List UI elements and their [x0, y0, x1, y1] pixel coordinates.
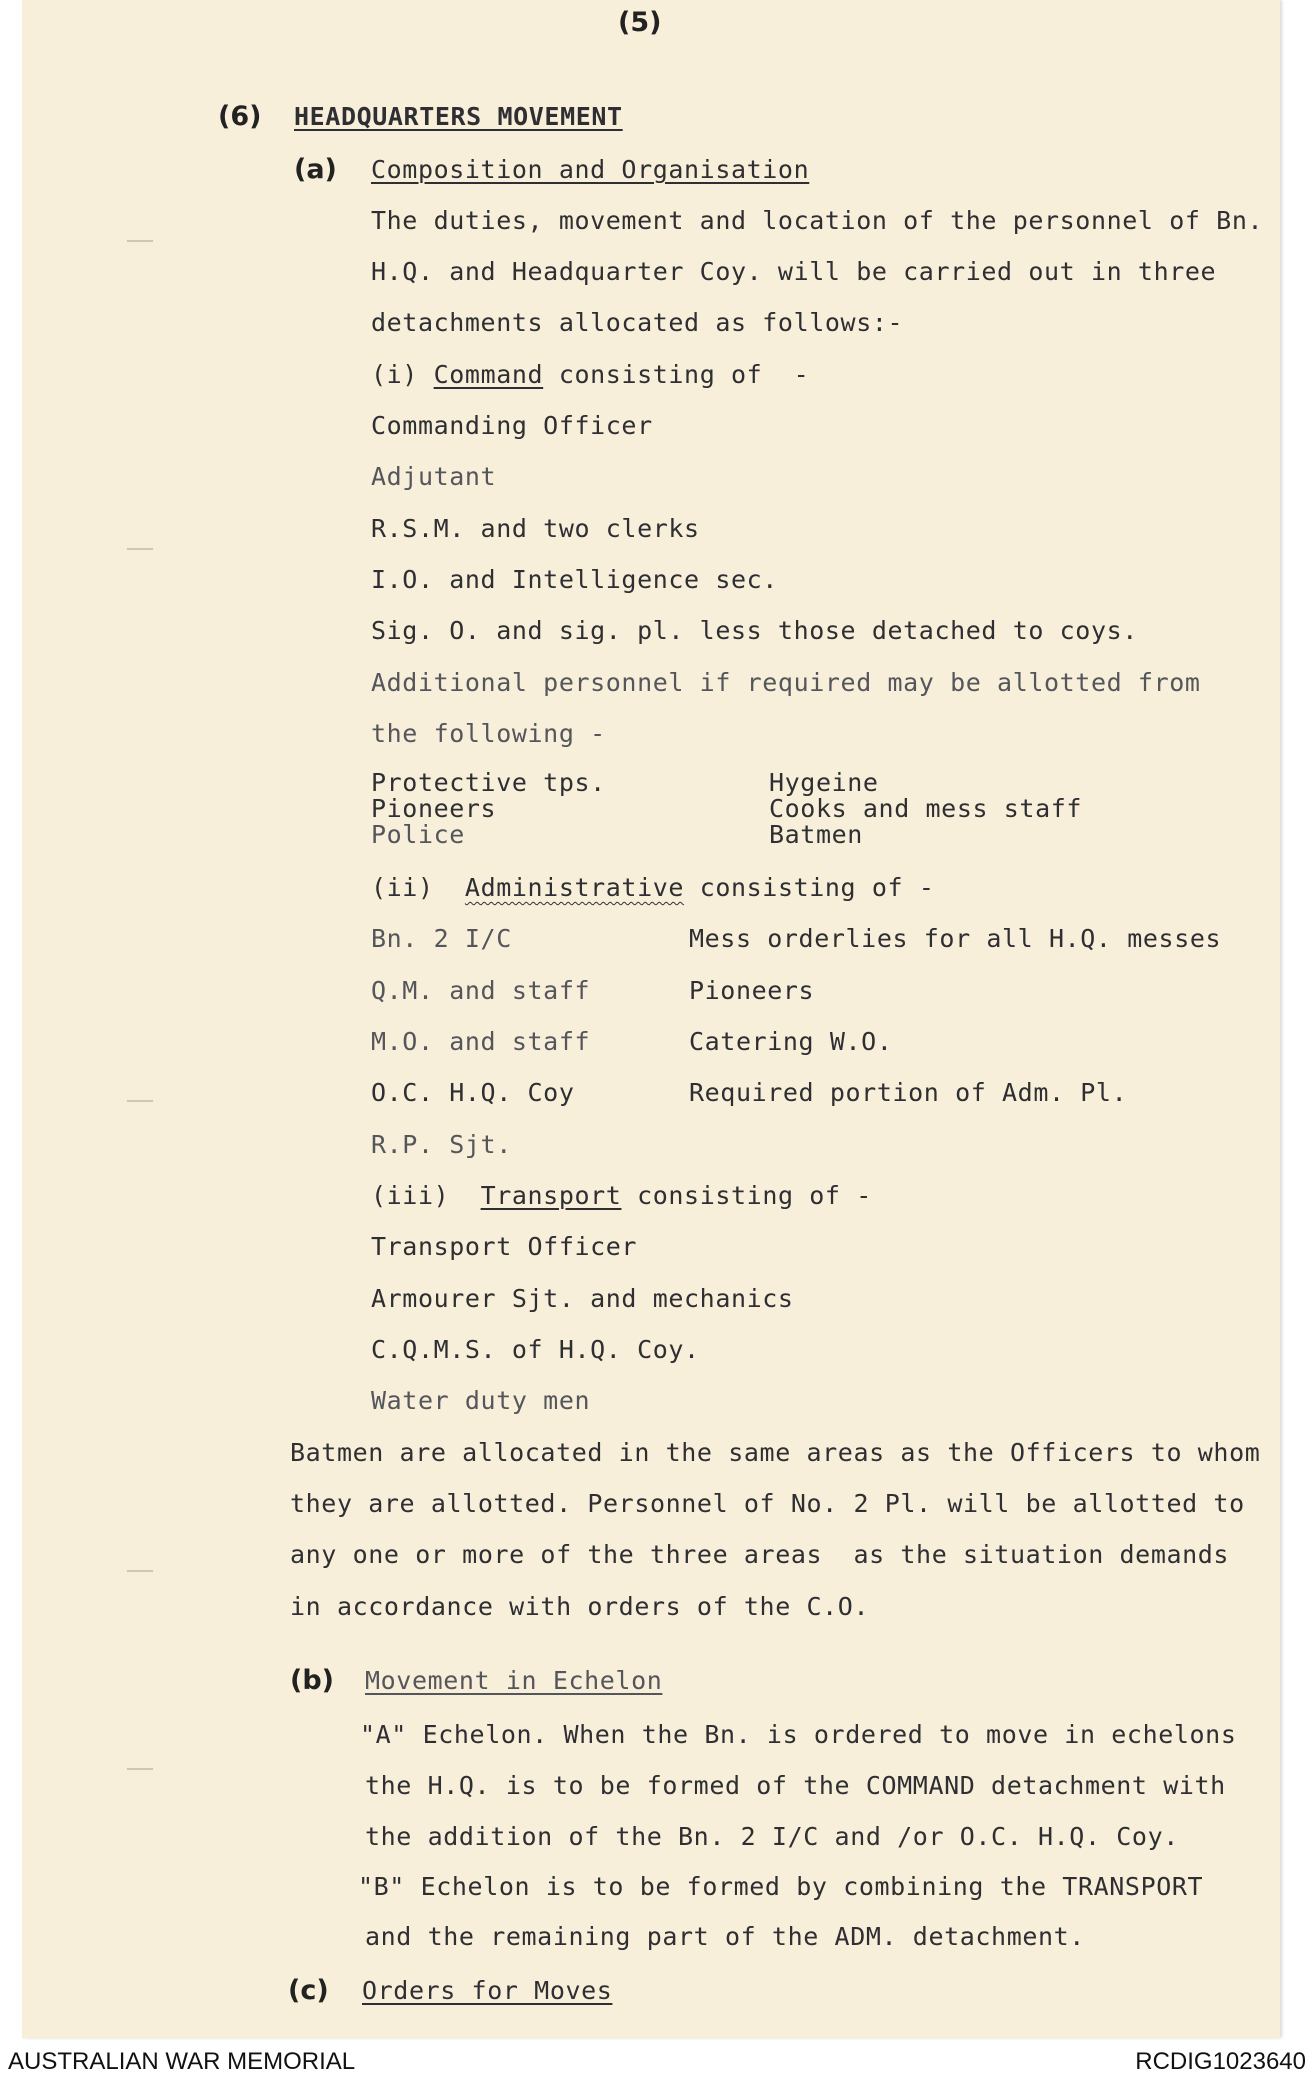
command-title: Command	[433, 360, 544, 389]
intro-line: The duties, movement and location of the personnel of Bn.	[371, 206, 1264, 235]
margin-mark	[127, 548, 153, 550]
echelon-line: the H.Q. is to be formed of the COMMAND detachment with	[365, 1771, 1226, 1800]
administrative-title: Administrative	[464, 873, 685, 902]
page-number: (5)	[618, 7, 662, 38]
command-label: (i)	[371, 360, 418, 389]
admin-right-item: Mess orderlies for all H.Q. messes	[689, 924, 1222, 953]
intro-line: detachments allocated as follows:-	[371, 308, 904, 337]
closing-line: Batmen are allocated in the same areas as the Officers to whom	[290, 1438, 1261, 1467]
transport-item: Water duty men	[371, 1386, 591, 1415]
transport-item: Transport Officer	[371, 1232, 638, 1261]
transport-title: Transport	[480, 1181, 622, 1210]
administrative-label: (ii)	[371, 873, 434, 902]
administrative-heading	[371, 873, 934, 903]
transport-item: C.Q.M.S. of H.Q. Coy.	[371, 1335, 700, 1364]
section-heading: HEADQUARTERS MOVEMENT	[294, 102, 623, 131]
margin-mark	[127, 1570, 153, 1572]
staff-list-item: Batmen	[769, 820, 863, 849]
echelon-line: and the remaining part of the ADM. detachment.	[365, 1922, 1085, 1951]
footer-institution: AUSTRALIAN WAR MEMORIAL	[8, 2048, 356, 2075]
command-rest: consisting of -	[543, 360, 810, 389]
echelon-line: "B" Echelon is to be formed by combining the TRANSPORT	[358, 1872, 1204, 1901]
admin-right-item: Pioneers	[689, 976, 815, 1005]
subsection-b-label: (b)	[290, 1665, 335, 1696]
margin-mark	[127, 1768, 153, 1770]
admin-left-item: R.P. Sjt.	[371, 1130, 512, 1159]
margin-mark	[127, 240, 153, 242]
transport-rest: consisting of -	[621, 1181, 872, 1210]
staff-list-item: Cooks and mess staff	[769, 794, 1083, 823]
closing-line: any one or more of the three areas as the situation demands	[290, 1540, 1230, 1569]
protective-list-item: Pioneers	[371, 794, 497, 823]
closing-line: in accordance with orders of the C.O.	[290, 1592, 870, 1621]
transport-heading	[371, 1181, 872, 1211]
protective-list-item: Protective tps.	[371, 768, 606, 797]
administrative-rest: consisting of -	[684, 873, 935, 902]
transport-label: (iii)	[371, 1181, 450, 1210]
admin-left-item: O.C. H.Q. Coy	[371, 1078, 575, 1107]
subsection-c-label: (c)	[288, 1975, 329, 2006]
footer-record-id: RCDIG1023640	[1135, 2048, 1306, 2075]
command-item: Adjutant	[371, 462, 497, 491]
margin-mark	[127, 1100, 153, 1102]
admin-right-item: Required portion of Adm. Pl.	[689, 1078, 1128, 1107]
admin-right-item: Catering W.O.	[689, 1027, 893, 1056]
command-item: Sig. O. and sig. pl. less those detached to coys.	[371, 616, 1138, 645]
additional-line: the following -	[371, 719, 606, 748]
intro-line: H.Q. and Headquarter Coy. will be carried out in three	[371, 257, 1217, 286]
admin-left-item: M.O. and staff	[371, 1027, 591, 1056]
additional-line: Additional personnel if required may be allotted from	[371, 668, 1201, 697]
staff-list-item: Hygeine	[769, 768, 879, 797]
command-item: Commanding Officer	[371, 411, 653, 440]
protective-list-item: Police	[371, 820, 465, 849]
subsection-c-heading: Orders for Moves	[362, 1976, 613, 2005]
echelon-line: the addition of the Bn. 2 I/C and /or O.C. H.Q. Coy.	[365, 1822, 1179, 1851]
command-heading	[371, 360, 809, 390]
admin-left-item: Q.M. and staff	[371, 976, 591, 1005]
closing-line: they are allotted. Personnel of No. 2 Pl. will be allotted to	[290, 1489, 1245, 1518]
command-item: I.O. and Intelligence sec.	[371, 565, 778, 594]
echelon-line: "A" Echelon. When the Bn. is ordered to move in echelons	[360, 1720, 1237, 1749]
subsection-a-heading: Composition and Organisation	[371, 155, 810, 184]
subsection-a-label: (a)	[294, 154, 337, 185]
transport-item: Armourer Sjt. and mechanics	[371, 1284, 794, 1313]
admin-left-item: Bn. 2 I/C	[371, 924, 512, 953]
section-number: (6)	[218, 101, 262, 132]
subsection-b-heading: Movement in Echelon	[365, 1666, 663, 1695]
command-item: R.S.M. and two clerks	[371, 514, 700, 543]
